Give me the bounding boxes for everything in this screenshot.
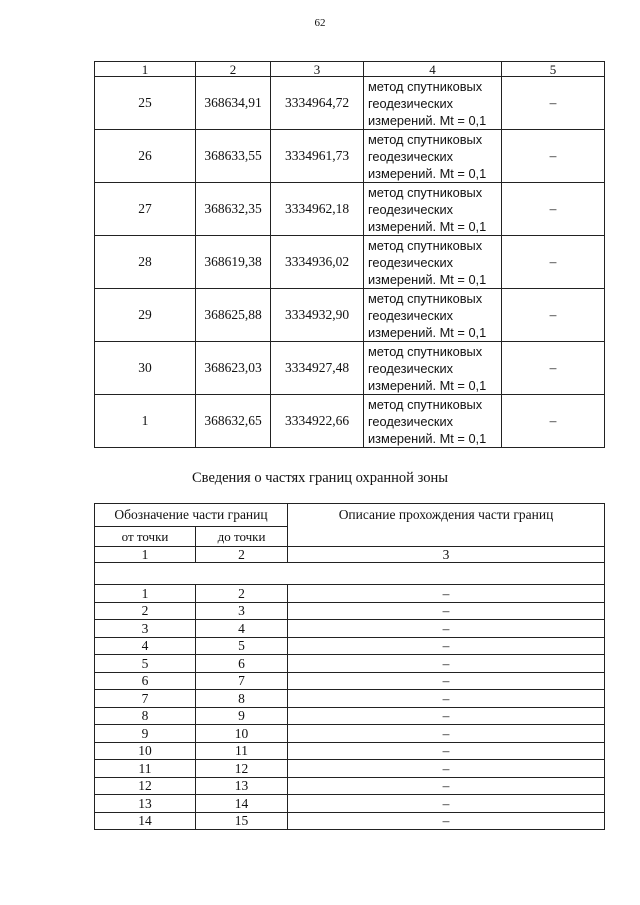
column-header: 5 [502,62,605,77]
method-line: геодезических [368,413,453,429]
note-dash: – [502,342,605,395]
table-row [95,707,605,725]
coordinate-y: 3334927,48 [271,342,364,395]
measurement-method [364,130,502,183]
description-dash: – [288,812,605,830]
to-point: 4 [196,620,288,638]
from-point: 13 [95,795,196,813]
table-row [95,620,605,638]
coordinate-y: 3334961,73 [271,130,364,183]
method-line: метод спутниковых [368,131,483,147]
page-number: 62 [314,17,326,29]
table-row [95,637,605,655]
to-point: 8 [196,690,288,708]
from-point: 5 [95,655,196,673]
coordinate-x: 368634,91 [196,77,271,130]
coordinate-y: 3334964,72 [271,77,364,130]
to-point: 12 [196,760,288,778]
point-number: 25 [95,77,196,130]
table-row [95,130,605,183]
border-parts-table [94,503,605,830]
method-line: геодезических [368,360,453,376]
method-line: метод спутниковых [368,237,483,253]
description-header: Описание прохождения части границ [288,504,605,547]
table-row [95,77,605,130]
to-point-header: до точки [196,527,288,547]
to-point: 9 [196,707,288,725]
method-line: геодезических [368,254,453,270]
method-line: геодезических [368,95,453,111]
to-point: 13 [196,777,288,795]
note-dash: – [502,236,605,289]
from-point: 1 [95,585,196,603]
point-number: 1 [95,395,196,448]
coordinate-y: 3334936,02 [271,236,364,289]
column-header: 3 [271,62,364,77]
border-designation-header: Обозначение части границ [95,504,288,527]
coordinate-x: 368632,65 [196,395,271,448]
to-point: 11 [196,742,288,760]
coordinate-x: 368632,35 [196,183,271,236]
coordinate-x: 368633,55 [196,130,271,183]
method-line: измерений. Mt = 0,1 [368,112,487,128]
to-point: 6 [196,655,288,673]
from-point: 9 [95,725,196,743]
table-row [95,289,605,342]
from-point: 6 [95,672,196,690]
column-header: 4 [364,62,502,77]
from-point: 14 [95,812,196,830]
description-dash: – [288,725,605,743]
table-row [95,342,605,395]
from-point: 11 [95,760,196,778]
method-line: геодезических [368,148,453,164]
note-dash: – [502,289,605,342]
to-point: 10 [196,725,288,743]
coordinate-x: 368625,88 [196,289,271,342]
method-line: измерений. Mt = 0,1 [368,377,487,393]
note-dash: – [502,395,605,448]
note-dash: – [502,183,605,236]
table-row [95,585,605,603]
coordinate-y: 3334922,66 [271,395,364,448]
description-dash: – [288,795,605,813]
description-dash: – [288,620,605,638]
measurement-method [364,236,502,289]
table-row [95,236,605,289]
measurement-method [364,183,502,236]
from-point: 8 [95,707,196,725]
from-point: 3 [95,620,196,638]
method-line: метод спутниковых [368,184,483,200]
coordinate-x: 368619,38 [196,236,271,289]
column-header: 2 [196,62,271,77]
table-row [95,725,605,743]
from-point: 7 [95,690,196,708]
from-point-header: от точки [95,527,196,547]
column-number: 3 [288,547,605,563]
point-number: 26 [95,130,196,183]
table-row [95,690,605,708]
measurement-method [364,289,502,342]
point-number: 29 [95,289,196,342]
description-dash: – [288,602,605,620]
description-dash: – [288,585,605,603]
coordinates-table [94,61,605,448]
from-point: 2 [95,602,196,620]
to-point: 5 [196,637,288,655]
coordinate-x: 368623,03 [196,342,271,395]
description-dash: – [288,672,605,690]
method-line: геодезических [368,201,453,217]
from-point: 4 [95,637,196,655]
from-point: 12 [95,777,196,795]
coordinate-y: 3334932,90 [271,289,364,342]
method-line: измерений. Mt = 0,1 [368,218,487,234]
description-dash: – [288,707,605,725]
table-row [95,655,605,673]
empty-row [95,563,605,585]
table-row [95,812,605,830]
method-line: измерений. Mt = 0,1 [368,271,487,287]
to-point: 2 [196,585,288,603]
to-point: 7 [196,672,288,690]
table-row [95,602,605,620]
description-dash: – [288,637,605,655]
method-line: измерений. Mt = 0,1 [368,324,487,340]
column-number: 2 [196,547,288,563]
method-line: метод спутниковых [368,343,483,359]
from-point: 10 [95,742,196,760]
measurement-method [364,77,502,130]
description-dash: – [288,777,605,795]
method-line: геодезических [368,307,453,323]
point-number: 30 [95,342,196,395]
table-row [95,742,605,760]
empty-cell [95,563,605,585]
method-line: измерений. Mt = 0,1 [368,430,487,446]
method-line: метод спутниковых [368,290,483,306]
table-row [95,672,605,690]
table-row [95,777,605,795]
method-line: измерений. Mt = 0,1 [368,165,487,181]
description-dash: – [288,690,605,708]
to-point: 15 [196,812,288,830]
table-row [95,395,605,448]
measurement-method [364,395,502,448]
column-header: 1 [95,62,196,77]
point-number: 28 [95,236,196,289]
table-row [95,795,605,813]
section-title: Сведения о частях границ охранной зоны [192,470,448,486]
table-row [95,760,605,778]
method-line: метод спутниковых [368,396,483,412]
to-point: 14 [196,795,288,813]
note-dash: – [502,130,605,183]
description-dash: – [288,655,605,673]
coordinates-header-row [95,62,605,77]
method-line: метод спутниковых [368,78,483,94]
measurement-method [364,342,502,395]
description-dash: – [288,742,605,760]
coordinate-y: 3334962,18 [271,183,364,236]
note-dash: – [502,77,605,130]
column-number: 1 [95,547,196,563]
description-dash: – [288,760,605,778]
to-point: 3 [196,602,288,620]
table-row [95,183,605,236]
column-numbers-row [95,547,605,563]
point-number: 27 [95,183,196,236]
